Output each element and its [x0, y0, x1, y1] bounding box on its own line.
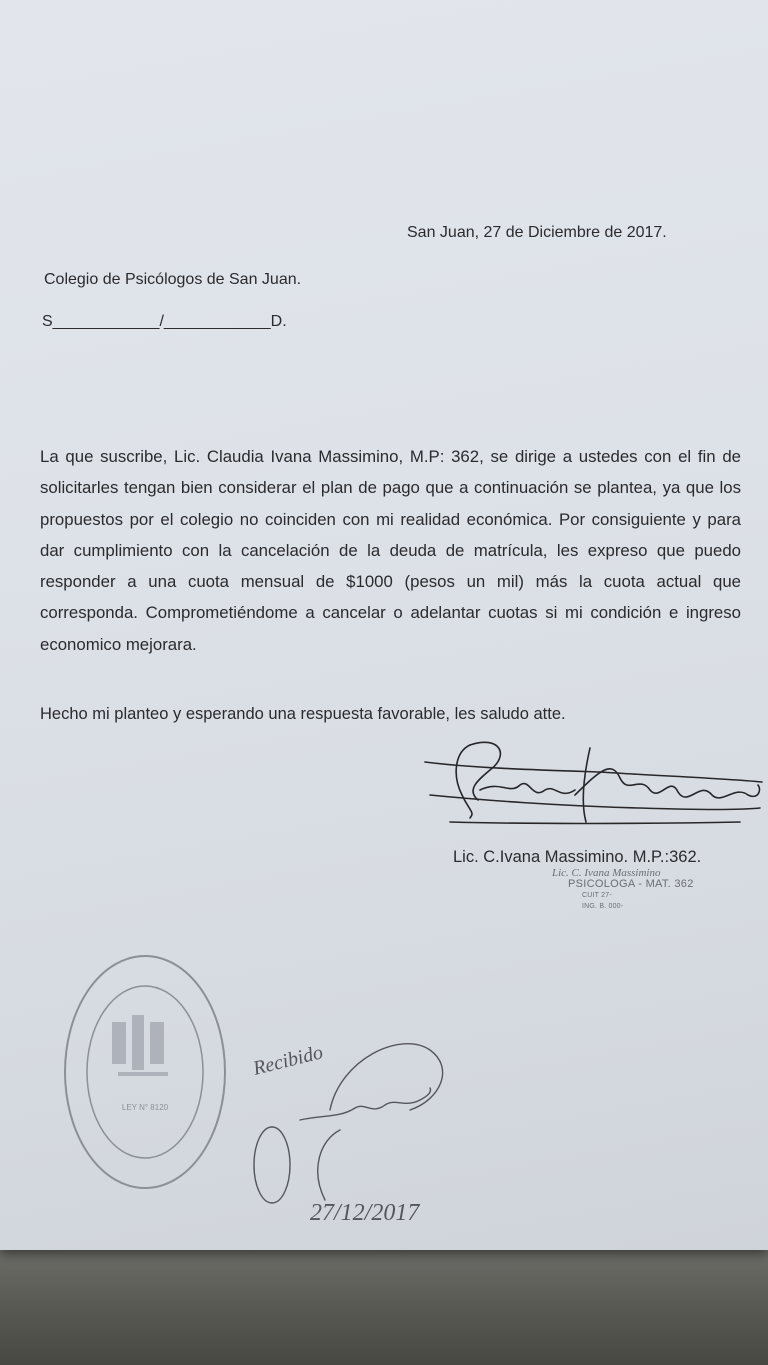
- stamp-title: PSICOLOGA - MAT. 362: [568, 878, 694, 890]
- seal-text: LEY N° 8120: [121, 1103, 169, 1112]
- table-surface: [0, 1245, 768, 1365]
- receipt-date: 27/12/2017: [310, 1200, 420, 1226]
- stamp-cuit: CUIT 27-: [582, 892, 612, 899]
- place-date: San Juan, 27 de Diciembre de 2017.: [407, 224, 667, 241]
- addressee: Colegio de Psicólogos de San Juan.: [44, 271, 302, 288]
- closing-line: Hecho mi planteo y esperando una respuesta favorable, les saludo atte.: [40, 705, 566, 723]
- signature-name: Lic. C.Ivana Massimino. M.P.:362.: [453, 848, 702, 866]
- salutation: S____________/____________D.: [42, 313, 287, 330]
- letter-body: La que suscribe, Lic. Claudia Ivana Massimino, M.P: 362, se dirige a ustedes con el fin de solicitarles tengan bien considerar el plan de pago que a continuación se plantea, ya que los propuestos por el colegio no coinciden con mi realidad económica. Por consiguiente y para dar cumplimiento con la cancelación de la deuda de matrícula, les expreso que puedo responder a una cuota mensual de $1000 (pesos un mil) más la cuota actual que corresponda. Comprometiéndome a cancelar o adelantar cuotas si mi condición e ingreso economico mejorara.: [40, 447, 741, 654]
- receipt-label: Recibido: [250, 1041, 326, 1080]
- stamp-ing: ING. B. 000-: [582, 903, 624, 910]
- stamp-name: Lic. C. Ivana Massimino: [552, 867, 661, 879]
